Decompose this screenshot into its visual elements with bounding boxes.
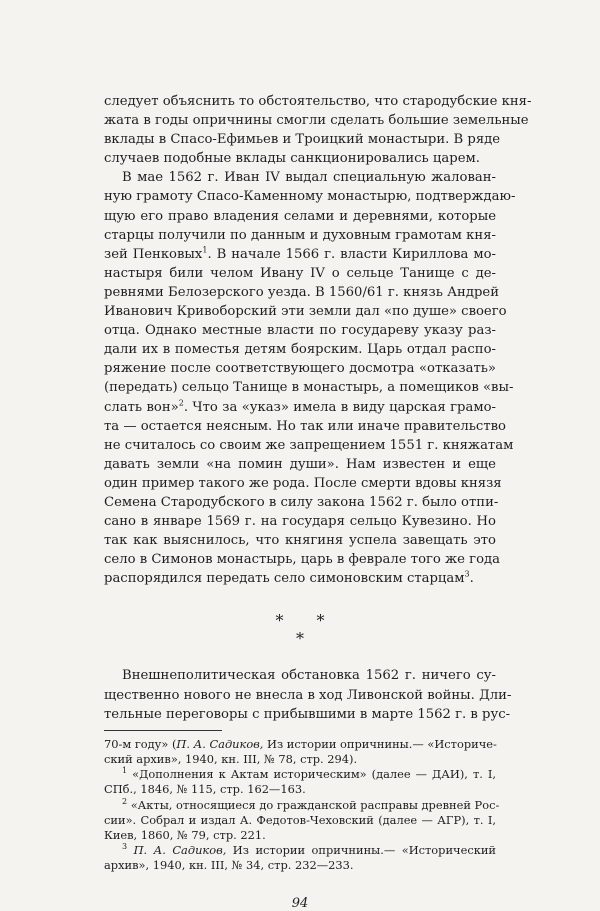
text-line: тельные переговоры с прибывшими в марте 1562 г. в рус- <box>104 706 511 722</box>
footnote-ref-1: 1 <box>202 245 208 255</box>
text-fragment: . В начале 1566 г. власти Кириллова мо- <box>207 246 496 262</box>
text-fragment: слать вон» <box>104 399 179 415</box>
text-fragment: . <box>469 571 474 587</box>
text-fragment: Из истории опричнины.— «Историче- <box>263 736 497 751</box>
footnote-line: архив», 1940, кн. III, № 34, стр. 232—233. <box>104 858 354 873</box>
text-line: не считалось со своим же запрещением 1551 г. княжатам <box>104 437 514 453</box>
text-line: жата в годы опричнины смогли сделать большие земельные <box>104 113 529 129</box>
text-line: (передать) сельцо Танище в монастырь, а помещиков «вы- <box>104 380 514 396</box>
footnote-line <box>104 843 496 858</box>
text-line: ревнями Белозерского уезда. В 1560/61 г. князь Андрей <box>104 284 500 300</box>
text-fragment: «Дополнения к Актам историческим» (далее — ДАИ), т. I, <box>127 767 496 782</box>
footnote-mark: 2 <box>122 796 128 806</box>
separator-star-bottom: * <box>296 629 304 649</box>
text-line: Внешнеполитическая обстановка 1562 г. ничего су- <box>122 668 496 684</box>
text-fragment: . Что за «указ» имела в виду царская грамо- <box>183 399 496 415</box>
text-line: В мае 1562 г. Иван IV выдал специальную жалован- <box>122 170 496 186</box>
text-line: отца. Однако местные власти по государеву указу раз- <box>104 323 496 339</box>
text-fragment: «Акты, относящиеся до гражданской расправы древней Рос- <box>127 797 500 812</box>
text-line: вклады в Спасо-Ефимьев и Троицкий монастыри. В ряде <box>104 132 501 148</box>
footnote-3 <box>104 843 496 873</box>
footnote-line: СПб., 1846, № 115, стр. 162—163. <box>104 782 306 797</box>
text-line: старцы получили по данным и духовным грамотам кня- <box>104 227 496 243</box>
text-line: щую его право владения селами и деревнями, которые <box>104 208 496 224</box>
section-separator <box>104 612 496 648</box>
text-line: дали их в поместья детям боярским. Царь отдал распо- <box>104 342 496 358</box>
footnote-line: Киев, 1860, № 79, стр. 221. <box>104 827 266 842</box>
page-body <box>104 92 532 911</box>
footnote-2 <box>104 796 500 844</box>
footnote-author: П. А. Садиков, <box>133 843 227 858</box>
paragraph-1 <box>104 92 532 168</box>
text-fragment: распорядился передать село симоновским старцам <box>104 571 465 587</box>
footnote-ref-2: 2 <box>178 398 184 408</box>
text-line: ряжение после соответствующего досмотра «отказать» <box>104 361 496 377</box>
footnote-line <box>104 767 496 782</box>
footnote-ref-3: 3 <box>464 569 470 579</box>
text-line: село в Симонов монастырь, царь в феврале того же года <box>104 552 501 568</box>
footnote-1 <box>104 767 496 797</box>
text-line <box>104 398 496 417</box>
text-fragment: 70-м году» ( <box>104 736 177 751</box>
page-number: 94 <box>291 895 309 911</box>
separator-stars-top: * * <box>275 611 339 631</box>
text-line: та — остается неясным. Но так или иначе правительство <box>104 418 506 434</box>
text-line <box>104 569 496 588</box>
text-line: настыря били челом Ивану IV о сельце Танище с де- <box>104 265 496 281</box>
text-line: давать земли «на помин души». Нам известен и еще <box>104 456 496 472</box>
text-line: Иванович Кривоборский эти земли дал «по душе» своего <box>104 304 507 320</box>
footnote-mark: 1 <box>122 766 128 776</box>
footnote-line: ский архив», 1940, кн. III, № 78, стр. 294). <box>104 751 358 766</box>
text-line: так как выяснилось, что княгиня успела завещать это <box>104 533 496 549</box>
footnote-line <box>104 737 496 752</box>
footnote-continuation <box>104 737 496 767</box>
text-line <box>104 245 496 264</box>
text-line: один пример такого же рода. После смерти вдовы князя <box>104 475 502 491</box>
text-line: щественно нового не внесла в ход Ливонской войны. Дли- <box>104 687 512 703</box>
footnote-divider <box>104 730 222 731</box>
text-line: ную грамоту Спасо-Каменному монастырю, подтверждаю- <box>104 189 516 205</box>
text-line: случаев подобные вклады санкционировались царем. <box>104 151 480 167</box>
text-fragment: зей Пенковых <box>104 246 203 262</box>
text-line: Семена Стародубского в силу закона 1562 г. было отпи- <box>104 494 499 510</box>
footnote-line <box>104 796 500 813</box>
text-fragment: Из истории опричнины.— «Исторический <box>226 843 497 858</box>
text-line: сано в январе 1569 г. на государя сельцо Кувезино. Но <box>104 514 496 530</box>
footnote-mark: 3 <box>122 842 128 852</box>
paragraph-2 <box>104 168 516 588</box>
text-line: следует объяснить то обстоятельство, что стародубские кня- <box>104 94 532 109</box>
footnote-author: П. А. Садиков, <box>176 736 264 751</box>
paragraph-3 <box>104 666 512 723</box>
footnote-line: сии». Собрал и издал А. Федотов-Чеховский (далее — АГР), т. I, <box>104 812 496 827</box>
